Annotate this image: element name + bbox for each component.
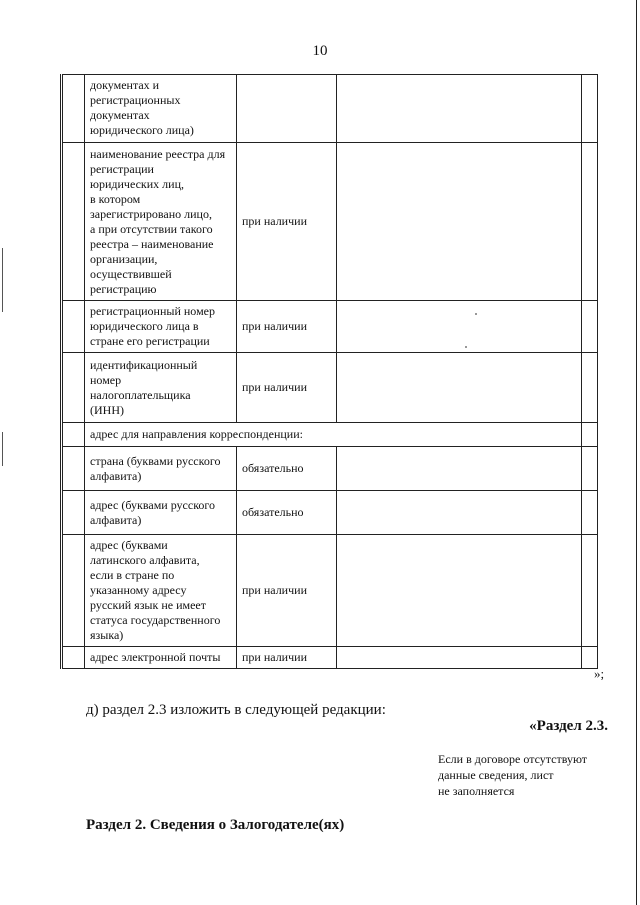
table-row <box>62 491 598 535</box>
margin-cell <box>62 75 85 143</box>
value-cell <box>337 491 582 535</box>
value-cell <box>337 301 582 353</box>
scan-speck <box>465 346 467 348</box>
section-note: Если в договоре отсутствуют данные сведения, лист не заполняется <box>438 752 588 798</box>
field-label-cell: наименование реестра для регистрации юридических лиц, в котором зарегистрировано лицо, а при отсутствии такого реестра – наименование организации, осуществившей регистрацию <box>85 143 237 301</box>
field-label-cell: идентификационный номер налогоплательщика (ИНН) <box>85 353 237 423</box>
field-label-cell: адрес электронной почты <box>85 647 237 669</box>
margin-cell <box>62 647 85 669</box>
margin-cell <box>62 535 85 647</box>
extra-cell <box>582 535 598 647</box>
table-row <box>62 647 598 669</box>
requirement-cell: при наличии <box>237 143 337 301</box>
scan-edge-mark <box>2 248 3 312</box>
field-label-cell: страна (буквами русского алфавита) <box>85 447 237 491</box>
value-cell <box>337 647 582 669</box>
requirement-cell: при наличии <box>237 301 337 353</box>
margin-cell <box>62 447 85 491</box>
section-title: Раздел 2. Сведения о Залогодателе(ях) <box>86 817 345 833</box>
amendment-text: д) раздел 2.3 изложить в следующей редакции: <box>86 702 386 718</box>
value-cell <box>337 75 582 143</box>
field-label-cell: адрес (буквами латинского алфавита, если в стране по указанному адресу русский язык не имеет статуса государственного языка) <box>85 535 237 647</box>
extra-cell <box>582 423 598 447</box>
table-row <box>62 447 598 491</box>
table-row <box>62 143 598 301</box>
value-cell <box>337 353 582 423</box>
scan-speck <box>475 313 477 315</box>
extra-cell <box>582 75 598 143</box>
margin-cell <box>62 423 85 447</box>
requirement-cell: обязательно <box>237 491 337 535</box>
table-closing-quote: »; <box>594 666 605 681</box>
table-row <box>62 75 598 143</box>
requirement-cell: при наличии <box>237 647 337 669</box>
table-row <box>62 353 598 423</box>
requirement-cell <box>237 75 337 143</box>
margin-cell <box>62 301 85 353</box>
field-label-cell: документах и регистрационных документах юридического лица) <box>85 75 237 143</box>
requirement-cell: при наличии <box>237 353 337 423</box>
value-cell <box>337 535 582 647</box>
table-row <box>62 301 598 353</box>
extra-cell <box>582 301 598 353</box>
field-label-cell: адрес (буквами русского алфавита) <box>85 491 237 535</box>
legal-entity-details-table <box>60 74 598 669</box>
extra-cell <box>582 143 598 301</box>
scan-edge-mark <box>2 432 3 466</box>
section-label-cell: адрес для направления корреспонденции: <box>85 423 582 447</box>
field-label-cell: регистрационный номер юридического лица в стране его регистрации <box>85 301 237 353</box>
extra-cell <box>582 447 598 491</box>
section-heading-quote: «Раздел 2.3. <box>529 718 608 734</box>
page-number: 10 <box>312 43 328 59</box>
requirement-cell: при наличии <box>237 535 337 647</box>
margin-cell <box>62 353 85 423</box>
extra-cell <box>582 353 598 423</box>
margin-cell <box>62 491 85 535</box>
table-row <box>62 535 598 647</box>
requirement-cell: обязательно <box>237 447 337 491</box>
margin-cell <box>62 143 85 301</box>
scan-edge-line <box>636 0 637 905</box>
value-cell <box>337 143 582 301</box>
value-cell <box>337 447 582 491</box>
table-row <box>62 423 598 447</box>
extra-cell <box>582 491 598 535</box>
